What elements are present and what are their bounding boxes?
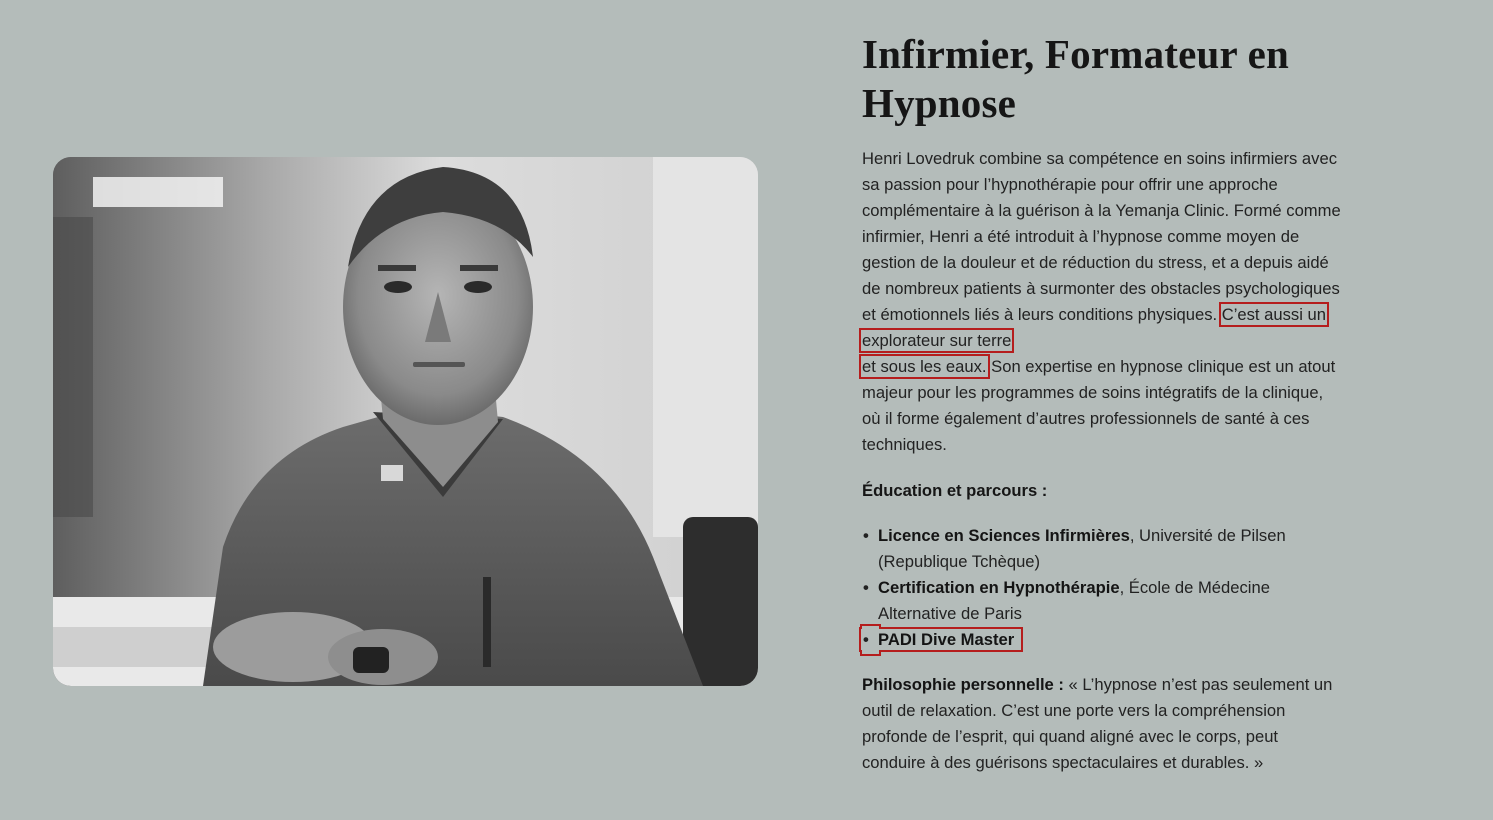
highlighted-text-explorer: C’est aussi un explorateur sur terre <box>862 305 1326 350</box>
education-heading: Éducation et parcours : <box>862 481 1048 500</box>
education-item <box>862 575 1342 627</box>
bio-paragraph <box>862 146 1342 458</box>
bullet-icon: • <box>863 578 869 597</box>
philosophy-label: Philosophie personnelle : <box>862 675 1064 694</box>
philosophy-paragraph <box>862 672 1342 776</box>
bio-text-part1: Henri Lovedruk combine sa compétence en soins infirmiers avec sa passion pour l’hypnothérapie pour offrir une approche complémentaire à la guérison à la Yemanja Clinic. Formé comme infirmier, Henri a été introduit à l’hypnose comme moyen de gestion de la douleur et de réduction du stress, et a depuis aidé de nombreux patients à surmonter des obstacles psychologiques et émotionnels liés à leurs conditions physiques. <box>862 149 1341 324</box>
education-item-title: Licence en Sciences Infirmières <box>878 526 1130 545</box>
education-list <box>862 523 1342 653</box>
bio-text-part2: Son expertise en hypnose clinique est un atout majeur pour les programmes de soins intégratifs de la clinique, où il forme également d’autres professionnels de santé à ces techniques. <box>862 357 1336 454</box>
philosophy-text: « L’hypnose n’est pas seulement un outil de relaxation. C’est une porte vers la compréhension profonde de l’esprit, qui quand aligné avec le corps, peut conduire à des guérisons spectaculaires et durables. » <box>862 675 1333 772</box>
education-item-detail: , École de Médecine Alternative de Paris <box>878 578 1270 623</box>
education-item-detail: , Université de Pilsen (Republique Tchèque) <box>878 526 1286 571</box>
profile-title: Infirmier, Formateur en Hypnose <box>862 31 1290 126</box>
highlighted-text-waters: et sous les eaux. <box>862 357 987 376</box>
portrait-illustration <box>53 157 758 686</box>
bullet-icon: • <box>863 630 869 649</box>
education-item-title: PADI Dive Master <box>878 630 1015 649</box>
education-item <box>862 523 1342 575</box>
highlighted-item-padi <box>862 630 1020 649</box>
education-item <box>862 627 1342 653</box>
portrait-photo <box>53 157 758 686</box>
education-item-title: Certification en Hypnothérapie <box>878 578 1120 597</box>
profile-content <box>862 30 1342 776</box>
bullet-icon: • <box>863 526 869 545</box>
